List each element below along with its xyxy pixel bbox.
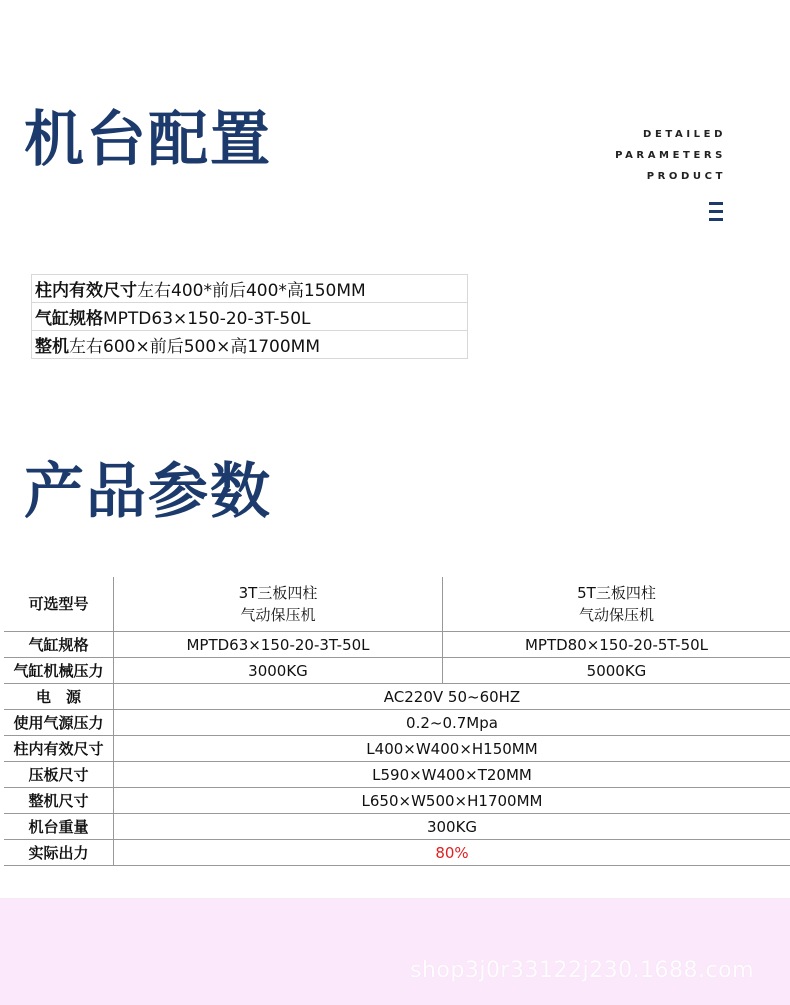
model-column-5t <box>443 577 790 632</box>
config-row <box>32 275 468 303</box>
param-label: 气缸规格 <box>4 632 114 658</box>
english-subtitle <box>526 124 726 187</box>
param-value: 3000KG <box>114 658 443 684</box>
model-column-3t <box>114 577 443 632</box>
params-row <box>4 788 790 814</box>
params-row <box>4 684 790 710</box>
param-label: 可选型号 <box>4 577 114 632</box>
param-label: 整机尺寸 <box>4 788 114 814</box>
config-value: 左右600×前后500×高1700MM <box>69 337 320 357</box>
param-label: 柱内有效尺寸 <box>4 736 114 762</box>
config-cell <box>32 303 468 331</box>
param-value: MPTD80×150-20-5T-50L <box>443 632 790 658</box>
params-header-row <box>4 577 790 632</box>
params-row <box>4 840 790 866</box>
english-line: PARAMETERS <box>615 150 726 161</box>
config-label: 整机 <box>35 337 69 357</box>
params-row <box>4 762 790 788</box>
param-value: 300KG <box>114 814 790 840</box>
section-title-config: 机台配置 <box>24 105 272 175</box>
params-row <box>4 632 790 658</box>
model-line: 5T三板四柱 <box>577 584 656 602</box>
config-row <box>32 303 468 331</box>
param-value-highlight: 80% <box>114 840 790 866</box>
param-value: L590×W400×T20MM <box>114 762 790 788</box>
param-label: 气缸机械压力 <box>4 658 114 684</box>
params-row <box>4 814 790 840</box>
param-value: L400×W400×H150MM <box>114 736 790 762</box>
params-row <box>4 658 790 684</box>
config-label: 气缸规格 <box>35 309 103 329</box>
model-line: 气动保压机 <box>240 606 316 624</box>
config-value: MPTD63×150-20-3T-50L <box>103 309 311 329</box>
param-label: 压板尺寸 <box>4 762 114 788</box>
param-label: 使用气源压力 <box>4 710 114 736</box>
model-line: 气动保压机 <box>578 606 654 624</box>
param-value: MPTD63×150-20-3T-50L <box>114 632 443 658</box>
config-value: 左右400*前后400*高150MM <box>137 281 366 301</box>
param-label: 实际出力 <box>4 840 114 866</box>
param-value: 5000KG <box>443 658 790 684</box>
params-row <box>4 736 790 762</box>
footer-banner <box>0 898 790 1005</box>
section-title-params: 产品参数 <box>24 457 272 527</box>
params-row <box>4 710 790 736</box>
param-value: AC220V 50~60HZ <box>114 684 790 710</box>
config-cell <box>32 331 468 359</box>
english-line: DETAILED <box>643 129 726 140</box>
english-line: PRODUCT <box>646 171 726 182</box>
param-label: 电 源 <box>4 684 114 710</box>
model-line: 3T三板四柱 <box>238 584 318 602</box>
watermark-text: shop3j0r33122j230.1688.com <box>410 958 755 983</box>
config-table <box>31 274 468 359</box>
param-label: 机台重量 <box>4 814 114 840</box>
config-cell <box>32 275 468 303</box>
param-value: L650×W500×H1700MM <box>114 788 790 814</box>
config-row <box>32 331 468 359</box>
menu-icon[interactable] <box>709 202 723 222</box>
param-value: 0.2~0.7Mpa <box>114 710 790 736</box>
config-label: 柱内有效尺寸 <box>35 281 137 301</box>
params-table <box>4 577 790 866</box>
